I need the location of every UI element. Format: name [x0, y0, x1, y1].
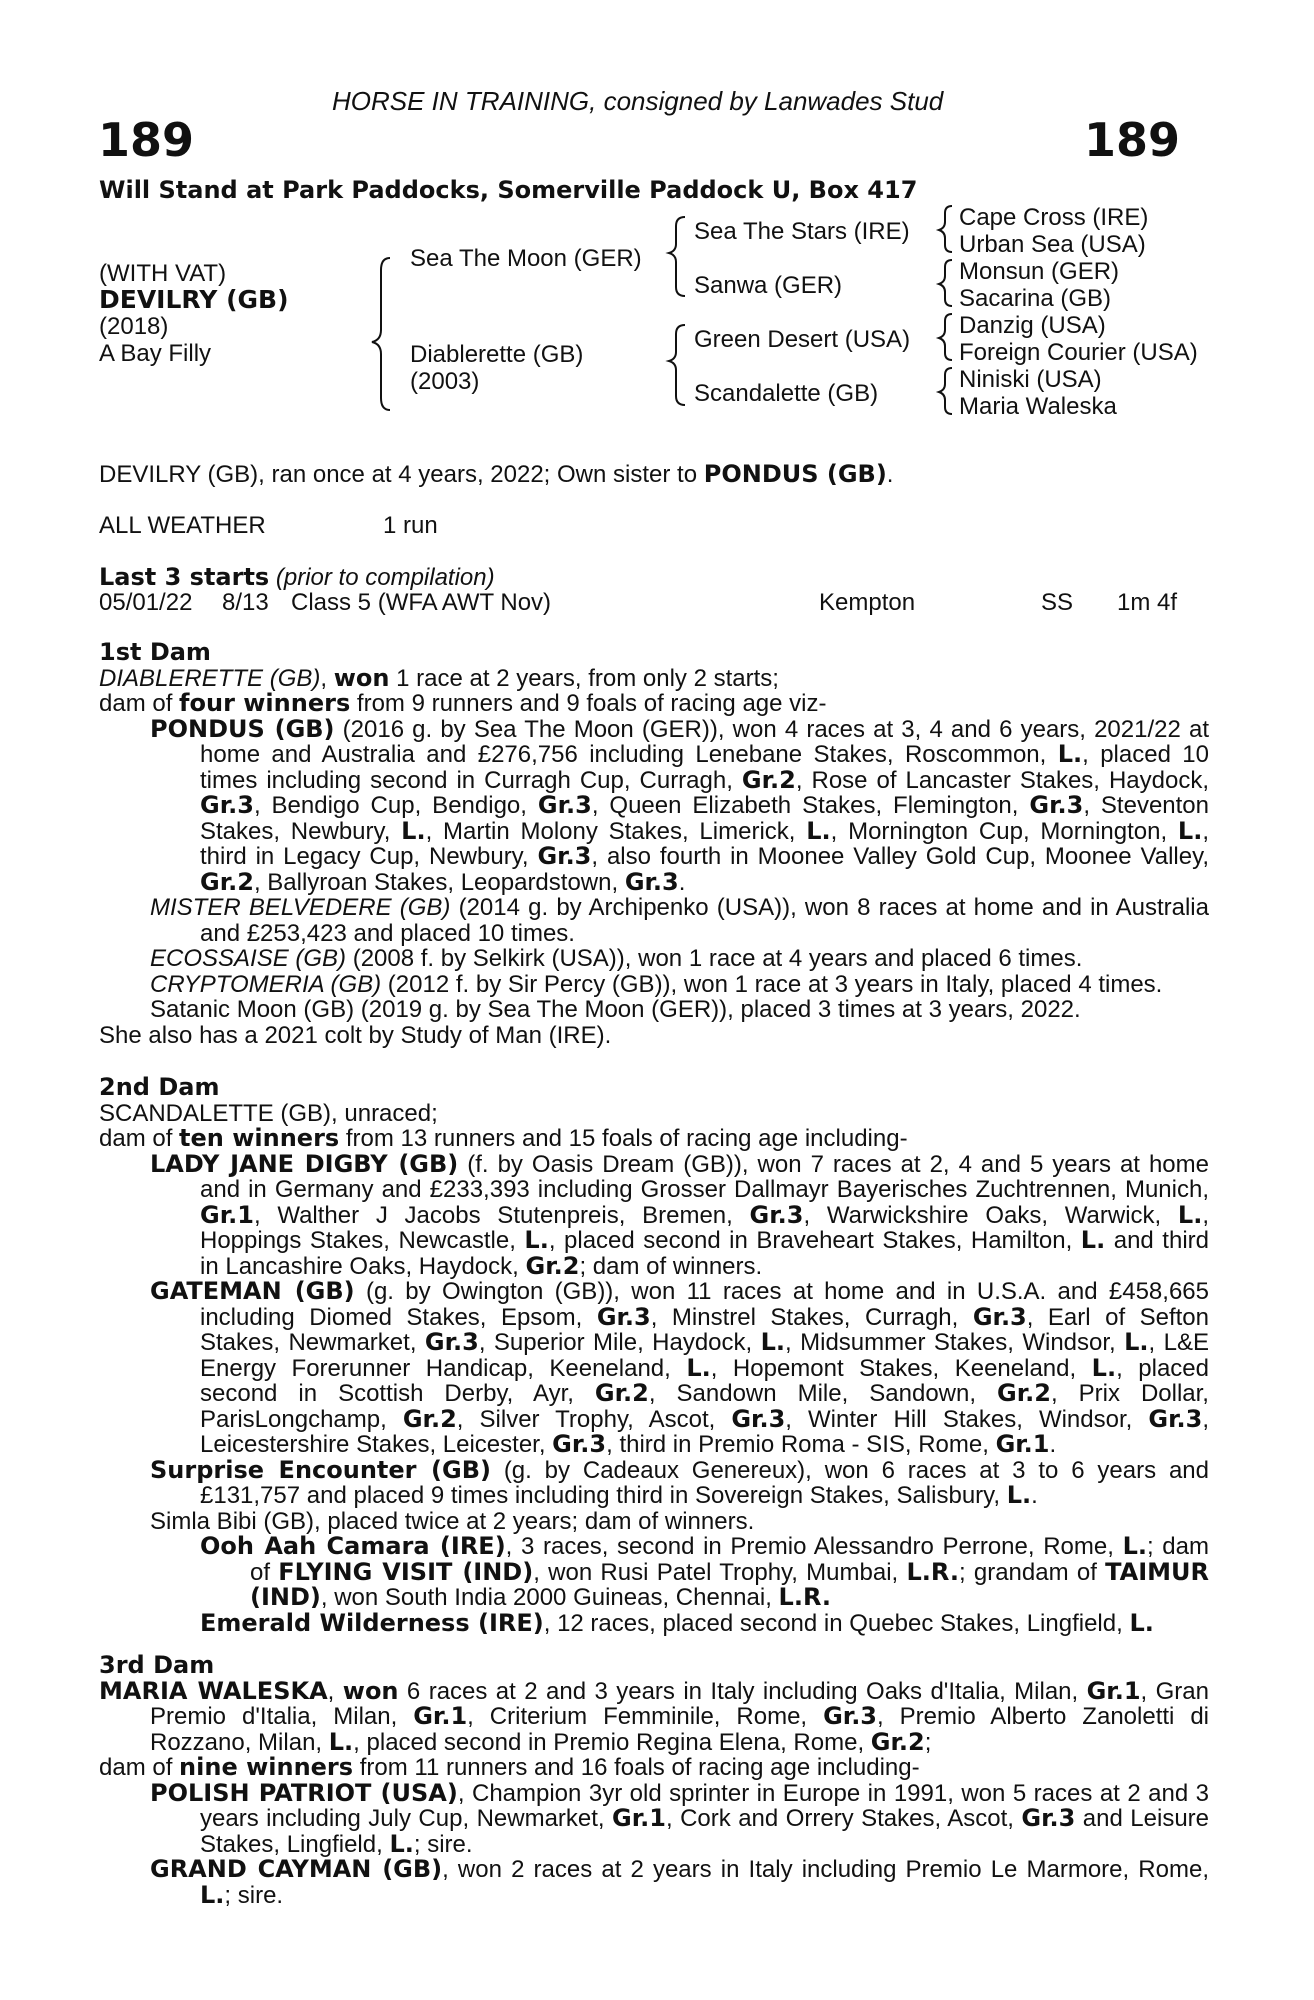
surface-runs: 1 run	[383, 512, 438, 539]
start-position: 8/13	[222, 589, 269, 616]
third-dam-produce-line: dam of nine winners from 11 runners and 16 foals of racing age including-	[99, 1753, 920, 1781]
lot-number-left: 189	[98, 113, 195, 167]
third-dam-line: MARIA WALESKA, won 6 races at 2 and 3 years in Italy including Oaks d'Italia, Milan, Gr.1, Gran Premio d'Italia, Milan, Gr.1, Criterium Femminile, Rome, Gr.3, Premio Alberto Zanoletti di Rozzano, Milan, L., placed second in Premio Regina Elena, Rome, Gr.2;	[99, 1676, 1210, 1756]
produce-lady-jane-digby: LADY JANE DIGBY (GB) (f. by Oasis Dream (GB)), won 7 races at 2, 4 and 5 years at home and in Germany and £233,393 including Grosser Dallmayr Bayerisches Zuchtrennen, Munich, Gr.1, Walther J Jacobs Stutenpreis, Bremen, Gr.3, Warwickshire Oaks, Warwick, L., Hoppings Stakes, Newcastle, L., placed second in Braveheart Stakes, Hamilton, L. and third in Lancashire Oaks, Haydock, Gr.2; dam of winners.	[150, 1149, 1209, 1280]
dam-sire: Green Desert (USA)	[694, 326, 911, 353]
first-dam-section	[99, 640, 1209, 1048]
produce-colt-note: She also has a 2021 colt by Study of Man (IRE).	[99, 1021, 612, 1049]
second-dam-section	[99, 1075, 1209, 1636]
produce-ecossaise: ECOSSAISE (GB) (2008 f. by Selkirk (USA)), won 1 race at 4 years and placed 6 times.	[150, 945, 1083, 972]
consignment-header: HORSE IN TRAINING, consigned by Lanwades Stud	[332, 86, 944, 116]
gd-brace-1	[939, 206, 952, 252]
first-dam-line: DIABLERETTE (GB), won 1 race at 2 years, from only 2 starts;	[99, 663, 779, 692]
grandsire-1: Cape Cross (IRE)	[959, 204, 1149, 231]
start-course: Kempton	[819, 589, 916, 616]
horse-name: DEVILRY (GB)	[99, 285, 289, 314]
lot-number-right: 189	[1084, 113, 1181, 167]
stand-location: Will Stand at Park Paddocks, Somerville Paddock U, Box 417	[99, 176, 918, 204]
produce-mister-belvedere: MISTER BELVEDERE (GB) (2014 g. by Archipenko (USA)), won 8 races at home and in Australia and £253,423 and placed 10 times.	[150, 894, 1209, 947]
sire-name: Sea The Moon (GER)	[410, 245, 642, 272]
horse-description: A Bay Filly	[99, 340, 212, 367]
sire-sire: Sea The Stars (IRE)	[694, 218, 910, 245]
dam-year: (2003)	[410, 368, 480, 395]
grandsire-2: Monsun (GER)	[959, 258, 1120, 285]
produce-grand-cayman: GRAND CAYMAN (GB), won 2 races at 2 years in Italy including Premio Le Marmore, Rome, L.; sire.	[150, 1855, 1209, 1909]
grandsire-3: Danzig (USA)	[959, 312, 1106, 339]
produce-emerald-wilderness: Emerald Wilderness (IRE), 12 races, placed second in Quebec Stakes, Lingfield, L.	[200, 1608, 1154, 1637]
sire-brace	[669, 217, 685, 296]
granddam-1: Urban Sea (USA)	[959, 231, 1146, 258]
dam-dam: Scandalette (GB)	[694, 380, 879, 407]
gd-brace-3	[939, 314, 952, 360]
first-dam-produce-line: dam of four winners from 9 runners and 9 foals of racing age viz-	[99, 689, 827, 717]
start-race: Class 5 (WFA AWT Nov)	[291, 589, 552, 616]
grandsire-4: Niniski (USA)	[959, 366, 1102, 393]
granddam-3: Foreign Courier (USA)	[959, 339, 1198, 366]
dam-name: Diablerette (GB)	[410, 341, 584, 368]
start-date: 05/01/22	[99, 589, 193, 616]
produce-satanic-moon: Satanic Moon (GB) (2019 g. by Sea The Moon (GER)), placed 3 times at 3 years, 2022.	[150, 996, 1081, 1023]
last-starts-heading: Last 3 starts (prior to compilation)	[99, 563, 495, 591]
produce-ooh-aah-camara: Ooh Aah Camara (IRE), 3 races, second in Premio Alessandro Perrone, Rome, L.; dam of FLYING VISIT (IND), won Rusi Patel Trophy, Mumbai, L.R.; grandam of TAIMUR (IND), won South India 2000 Guineas, Chennai, L.R.	[200, 1532, 1210, 1611]
produce-polish-patriot: POLISH PATRIOT (USA), Champion 3yr old sprinter in Europe in 1991, won 5 races at 2 and 3 years including July Cup, Newmarket, Gr.1, Cork and Orrery Stakes, Ascot, Gr.3 and Leisure Stakes, Lingfield, L.; sire.	[150, 1778, 1210, 1858]
first-dam-heading: 1st Dam	[99, 638, 211, 666]
dam-brace	[669, 325, 685, 405]
third-dam-heading: 3rd Dam	[99, 1651, 215, 1679]
second-dam-heading: 2nd Dam	[99, 1073, 220, 1101]
granddam-4: Maria Waleska	[959, 393, 1117, 420]
second-dam-produce-line: dam of ten winners from 13 runners and 15 foals of racing age including-	[99, 1124, 908, 1152]
vat-note: (WITH VAT)	[99, 260, 227, 287]
sire-dam: Sanwa (GER)	[694, 272, 843, 299]
produce-gateman: GATEMAN (GB) (g. by Owington (GB)), won 11 races at home and in U.S.A. and £458,665 including Diomed Stakes, Epsom, Gr.3, Minstrel Stakes, Curragh, Gr.3, Earl of Sefton Stakes, Newmarket, Gr.3, Superior Mile, Haydock, L., Midsummer Stakes, Windsor, L., L&E Energy Forerunner Handicap, Keeneland, L., Hopemont Stakes, Keeneland, L., placed second in Scottish Derby, Ayr, Gr.2, Sandown Mile, Sandown, Gr.2, Prix Dollar, ParisLongchamp, Gr.2, Silver Trophy, Ascot, Gr.3, Winter Hill Stakes, Windsor, Gr.3, Leicestershire Stakes, Leicester, Gr.3, third in Premio Roma - SIS, Rome, Gr.1.	[150, 1277, 1209, 1458]
race-summary: DEVILRY (GB), ran once at 4 years, 2022; Own sister to PONDUS (GB).	[99, 460, 894, 488]
third-dam-section	[99, 1653, 1209, 1908]
produce-surprise-encounter: Surprise Encounter (GB) (g. by Cadeaux Genereux), won 6 races at 3 to 6 years and £131,757 and placed 9 times including third in Sovereign Stakes, Salisbury, L..	[150, 1455, 1209, 1509]
surface-label: ALL WEATHER	[99, 512, 266, 539]
produce-pondus: PONDUS (GB) (2016 g. by Sea The Moon (GER)), won 4 races at 3, 4 and 6 years, 2021/22 at home and Australia and £276,756 including Lenebane Stakes, Roscommon, L., placed 10 times including second in Curragh Cup, Curragh, Gr.2, Rose of Lancaster Stakes, Haydock, Gr.3, Bendigo Cup, Bendigo, Gr.3, Queen Elizabeth Stakes, Flemington, Gr.3, Steventon Stakes, Newbury, L., Martin Molony Stakes, Limerick, L., Mornington Cup, Mornington, L., third in Legacy Cup, Newbury, Gr.3, also fourth in Moonee Valley Gold Cup, Moonee Valley, Gr.2, Ballyroan Stakes, Leopardstown, Gr.3.	[150, 714, 1210, 896]
produce-cryptomeria: CRYPTOMERIA (GB) (2012 f. by Sir Percy (GB)), won 1 race at 3 years in Italy, placed 4 times.	[150, 970, 1163, 998]
start-going: SS	[1041, 589, 1074, 616]
gd-brace-2	[939, 260, 952, 306]
main-brace	[372, 258, 390, 410]
second-dam-line: SCANDALETTE (GB), unraced;	[99, 1099, 438, 1127]
start-distance: 1m 4f	[1117, 589, 1178, 616]
horse-year: (2018)	[99, 313, 169, 340]
gd-brace-4	[939, 368, 952, 414]
granddam-2: Sacarina (GB)	[959, 285, 1112, 312]
produce-simla-bibi: Simla Bibi (GB), placed twice at 2 years; dam of winners.	[150, 1507, 755, 1535]
